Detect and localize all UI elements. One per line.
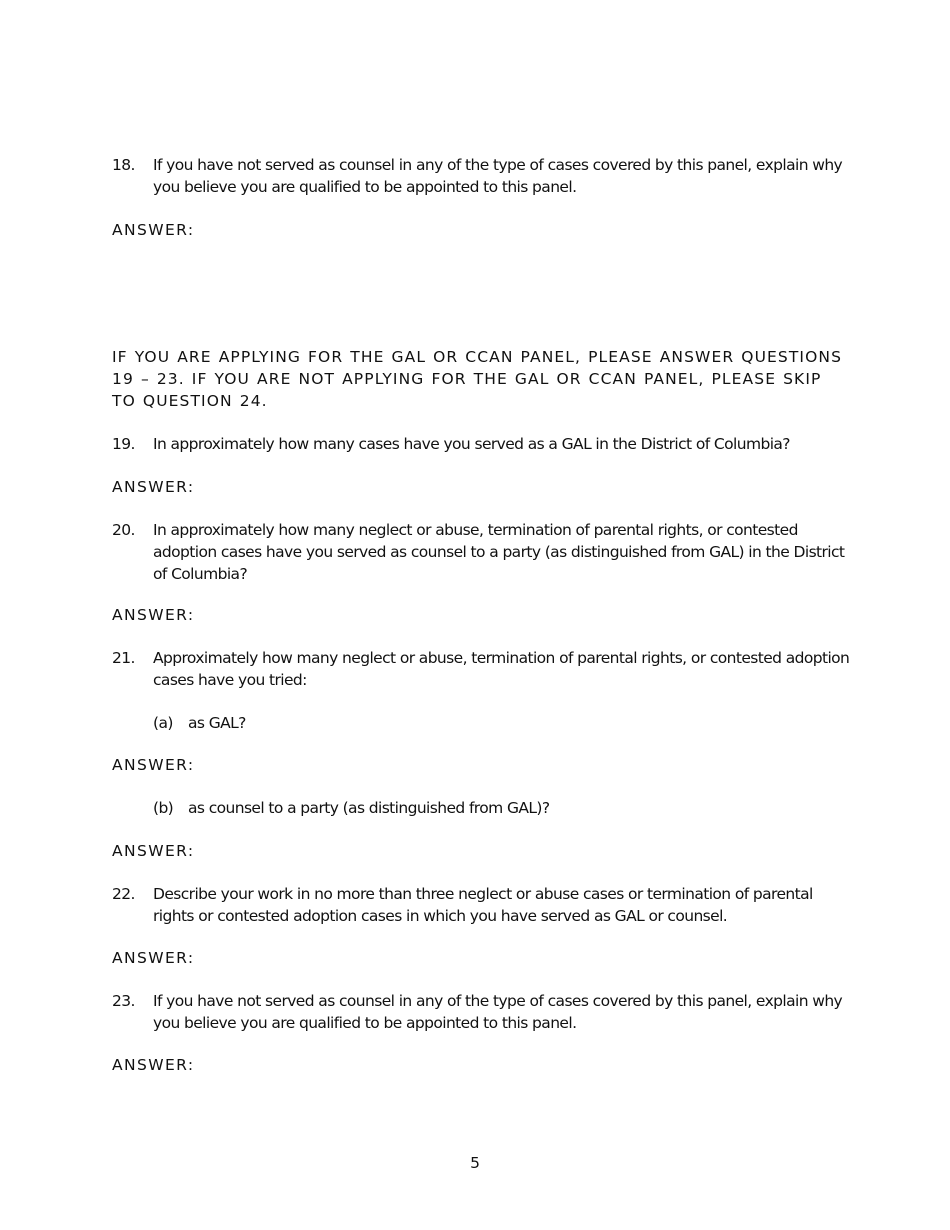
answer-label-18: ANSWER: — [112, 221, 195, 239]
question-21a — [153, 712, 893, 734]
question-19 — [112, 433, 852, 455]
sub-question-label: (a) — [153, 714, 173, 732]
question-text: Approximately how many neglect or abuse, termination of parental rights, or contested adoption cases have you tried: — [153, 649, 850, 689]
answer-label-21b: ANSWER: — [112, 842, 195, 860]
question-number: 19. — [112, 435, 135, 453]
answer-label-23: ANSWER: — [112, 1056, 195, 1074]
question-23 — [112, 990, 852, 1034]
question-text: In approximately how many cases have you served as a GAL in the District of Columbia? — [153, 435, 790, 453]
page-number: 5 — [470, 1154, 480, 1172]
question-text: If you have not served as counsel in any of the type of cases covered by this panel, explain why you believe you are qualified to be appointed to this panel. — [153, 156, 843, 196]
answer-label-22: ANSWER: — [112, 949, 195, 967]
question-number: 18. — [112, 156, 135, 174]
question-text: In approximately how many neglect or abuse, termination of parental rights, or contested adoption cases have you served as counsel to a party (as distinguished from GAL) in the District of Columbia? — [153, 521, 845, 583]
sub-question-text: as counsel to a party (as distinguished from GAL)? — [188, 799, 550, 817]
question-number: 23. — [112, 992, 135, 1010]
question-21 — [112, 647, 852, 691]
sub-question-label: (b) — [153, 799, 174, 817]
question-number: 21. — [112, 649, 135, 667]
answer-label-21a: ANSWER: — [112, 756, 195, 774]
sub-question-text: as GAL? — [188, 714, 246, 732]
answer-label-20: ANSWER: — [112, 606, 195, 624]
question-21b — [153, 797, 893, 819]
answer-label-19: ANSWER: — [112, 478, 195, 496]
question-18 — [112, 154, 852, 198]
gal-ccan-instruction: IF YOU ARE APPLYING FOR THE GAL OR CCAN PANEL, PLEASE ANSWER QUESTIONS 19 – 23. IF YOU ARE NOT APPLYING FOR THE GAL OR CCAN PANEL, PLEASE SKIP TO QUESTION 24. — [112, 348, 843, 410]
question-number: 20. — [112, 521, 135, 539]
question-20 — [112, 519, 852, 585]
question-number: 22. — [112, 885, 135, 903]
question-22 — [112, 883, 852, 927]
question-text: Describe your work in no more than three neglect or abuse cases or termination of parental rights or contested adoption cases in which you have served as GAL or counsel. — [153, 885, 813, 925]
question-text: If you have not served as counsel in any of the type of cases covered by this panel, explain why you believe you are qualified to be appointed to this panel. — [153, 992, 843, 1032]
